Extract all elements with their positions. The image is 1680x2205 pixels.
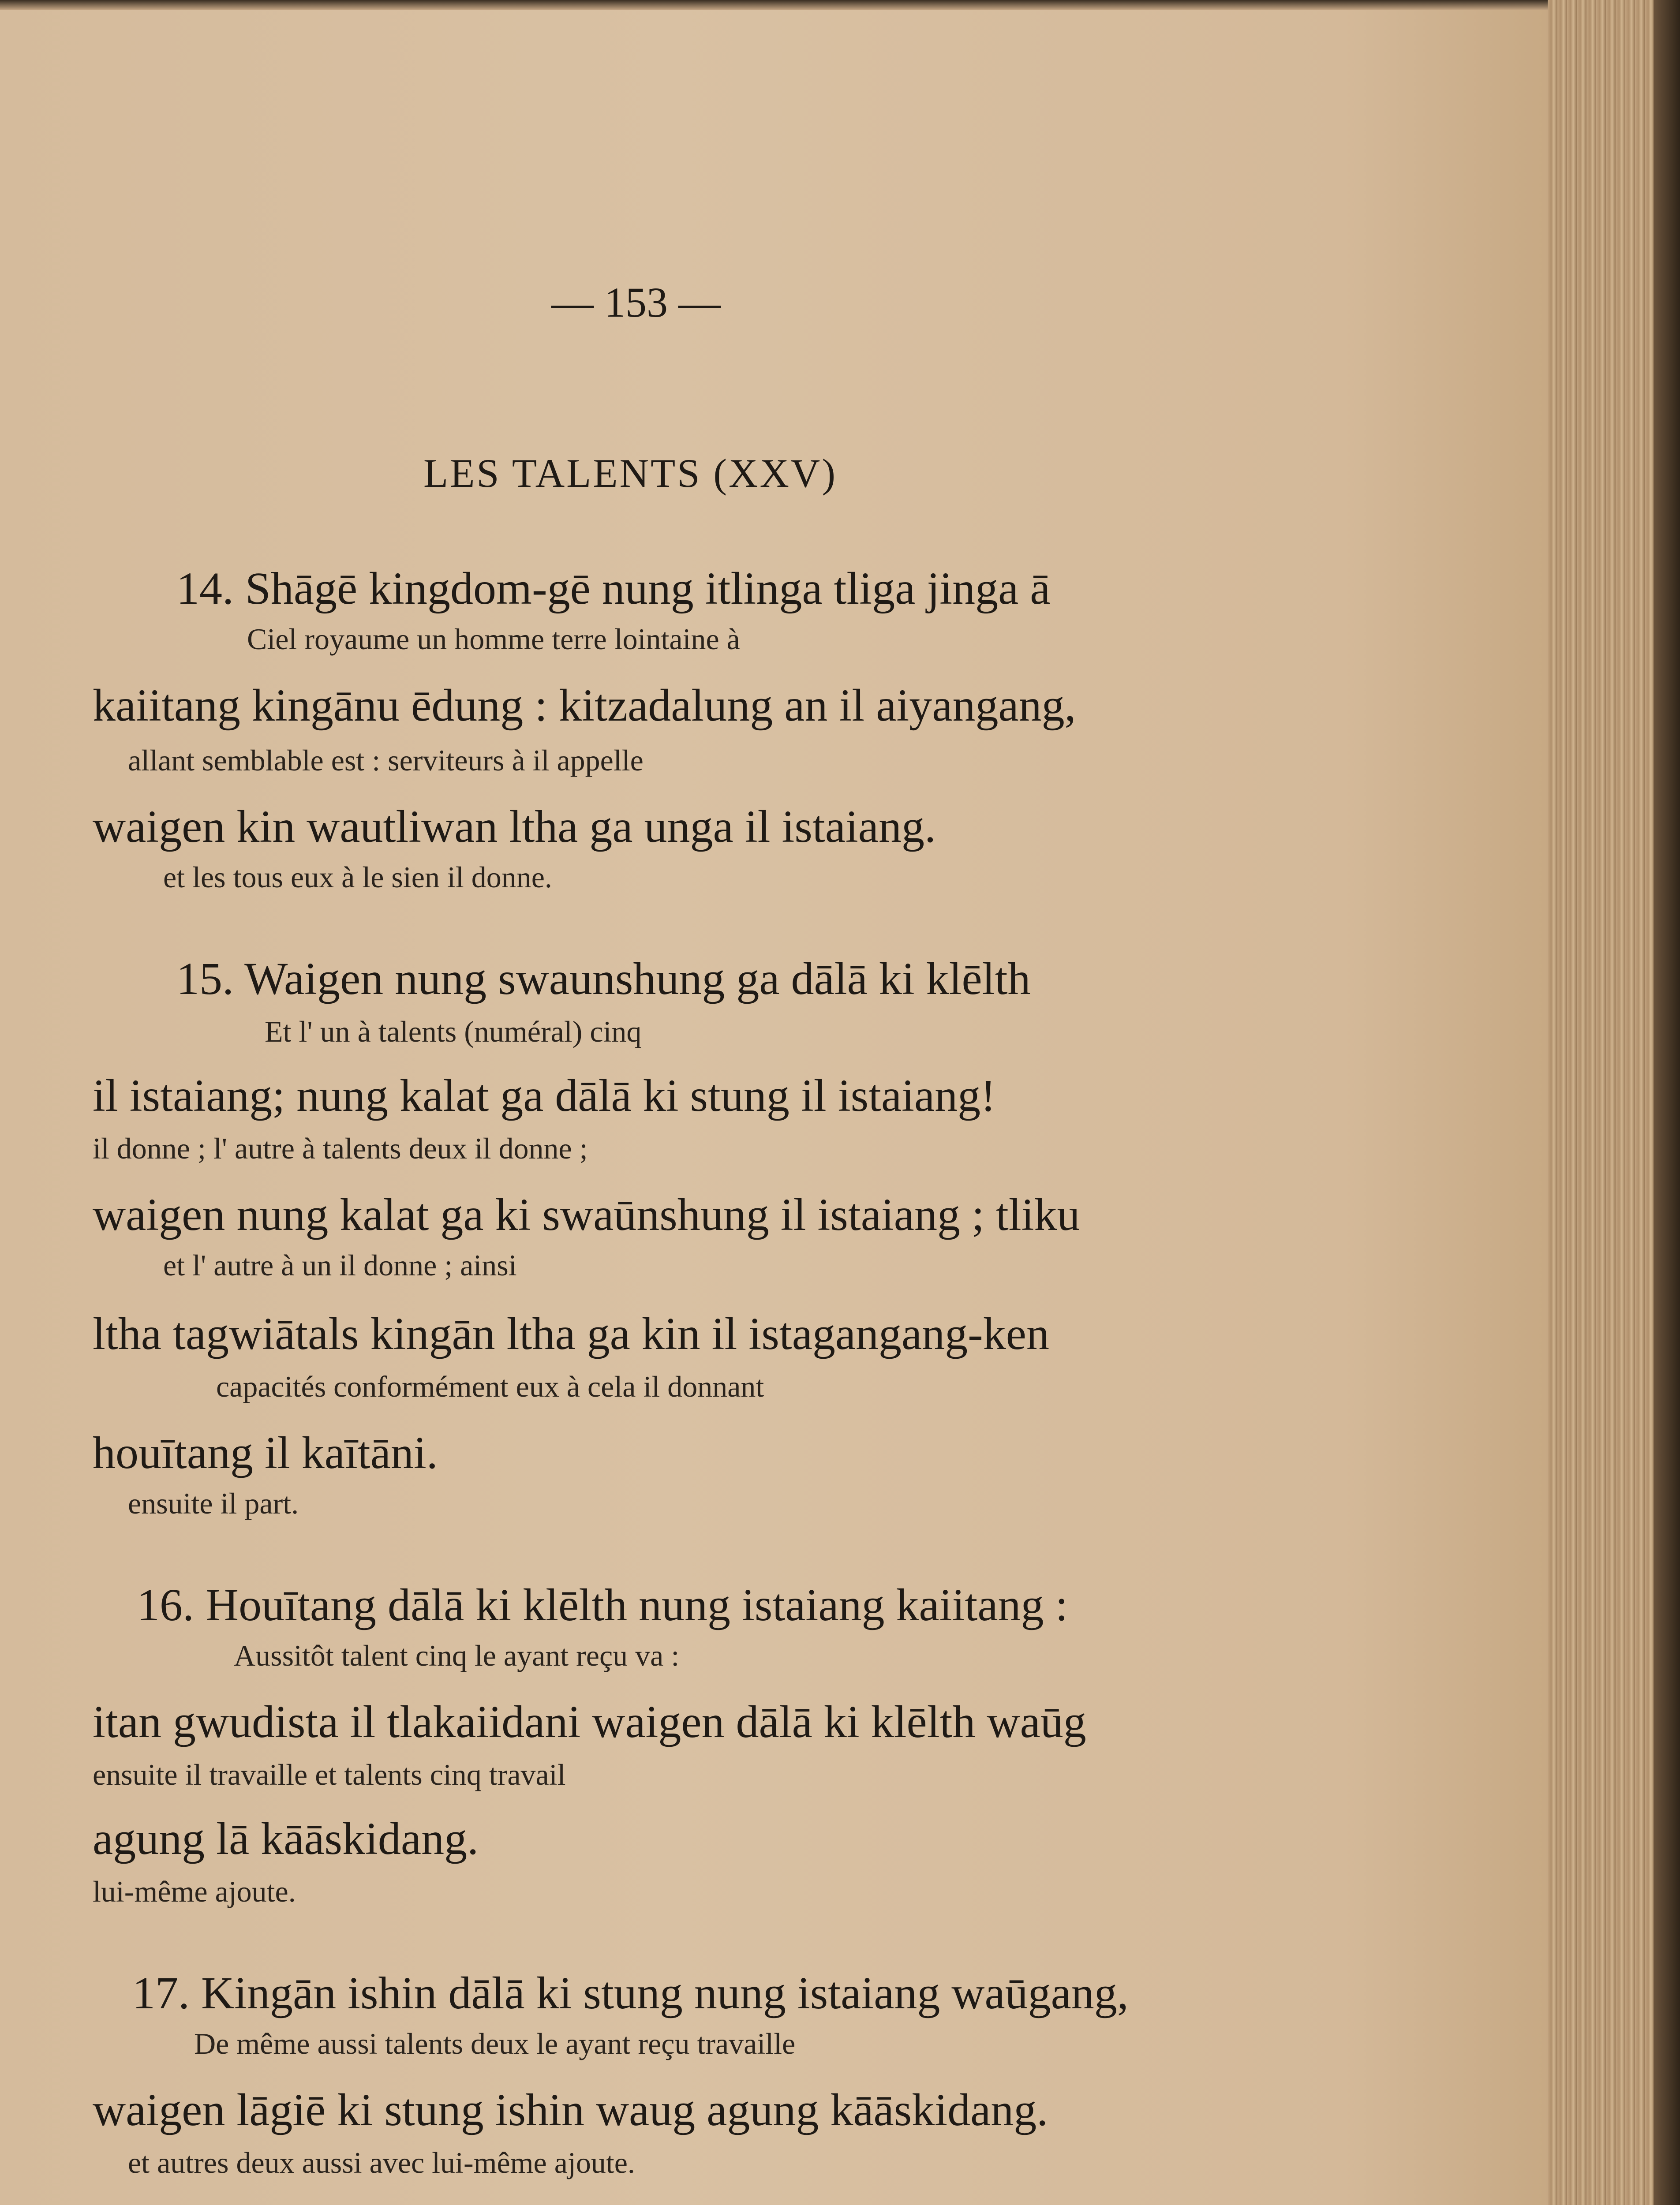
gloss-line-9: Aussitôt talent cinq le ayant reçu va : (234, 1639, 680, 1672)
gloss-line-1: Ciel royaume un homme terre lointaine à (247, 622, 740, 656)
gloss-line-10: ensuite il travaille et talents cinq travail (93, 1758, 566, 1791)
gloss-line-4: Et l' un à talents (numéral) cinq (265, 1015, 642, 1048)
gloss-line-6: et l' autre à un il donne ; ainsi (163, 1248, 517, 1282)
gloss-line-3: et les tous eux à le sien il donne. (163, 860, 552, 894)
source-line-8: houītang il kaītāni. (93, 1428, 438, 1478)
source-line-3: waigen kin wautliwan ltha ga unga il istaiang. (93, 801, 936, 852)
chapter-title: LES TALENTS (XXV) (423, 451, 837, 496)
source-line-2: kaiitang kingānu ēdung : kitzadalung an il aiyangang, (93, 680, 1076, 731)
source-line-7: ltha tagwiātals kingān ltha ga kin il istagangang-ken (93, 1308, 1049, 1359)
source-line-5: il istaiang; nung kalat ga dālā ki stung il istaiang! (93, 1070, 996, 1121)
page-number: — 153 — (551, 279, 721, 326)
spine-shadow (1654, 0, 1680, 2205)
source-line-10: itan gwudista il tlakaiidani waigen dālā ki klēlth waūg (93, 1697, 1086, 1747)
source-line-1: 14. Shāgē kingdom-gē nung itlinga tliga jinga ā (176, 563, 1051, 614)
gloss-line-13: et autres deux aussi avec lui-même ajoute. (128, 2146, 635, 2179)
gloss-line-8: ensuite il part. (128, 1487, 299, 1520)
source-line-4: 15. Waigen nung swaunshung ga dālā ki klēlth (176, 953, 1031, 1004)
gloss-line-2: allant semblable est : serviteurs à il appelle (128, 744, 644, 777)
source-line-12: 17. Kingān ishin dālā ki stung nung istaiang waūgang, (132, 1968, 1129, 2018)
source-line-6: waigen nung kalat ga ki swaūnshung il istaiang ; tliku (93, 1189, 1080, 1240)
source-line-9: 16. Houītang dālā ki klēlth nung istaiang kaiitang : (137, 1580, 1068, 1630)
gloss-line-12: De même aussi talents deux le ayant reçu travaille (194, 2027, 796, 2060)
gloss-line-11: lui-même ajoute. (93, 1875, 296, 1908)
page-top-edge (0, 0, 1680, 10)
source-line-11: agung lā kāāskidang. (93, 1813, 479, 1864)
gloss-line-7: capacités conformément eux à cela il donnant (216, 1370, 764, 1403)
source-line-13: waigen lāgiē ki stung ishin waug agung kāāskidang. (93, 2085, 1048, 2135)
gloss-line-5: il donne ; l' autre à talents deux il donne ; (93, 1132, 588, 1165)
